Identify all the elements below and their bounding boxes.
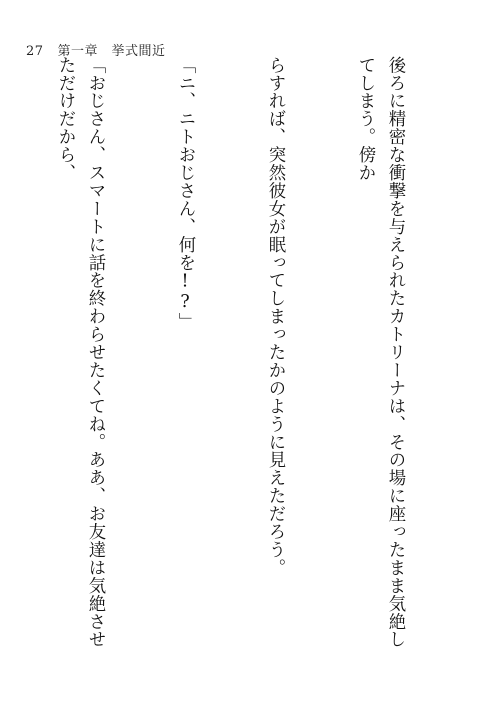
text-line-1: 後ろに精密な衝撃を与えられたカトリーナは、その場に座ったまま気絶してしまう。傍か — [355, 56, 405, 649]
chapter-title: 第一章 挙式間近 — [57, 44, 166, 59]
text-line-2: らすれば、突然彼女が眠ってしまったかのように見えただろう。 — [265, 56, 285, 577]
page-number: 27 — [26, 44, 44, 59]
vertical-body-text — [18, 56, 470, 656]
text-line-4: 「おじさん、スマートに話を終わらせたくてね。ああ、お友達は気絶させただけだから、 — [55, 56, 105, 649]
text-line-3: 「ニ、ニトおじさん、何を!?」 — [175, 56, 195, 331]
